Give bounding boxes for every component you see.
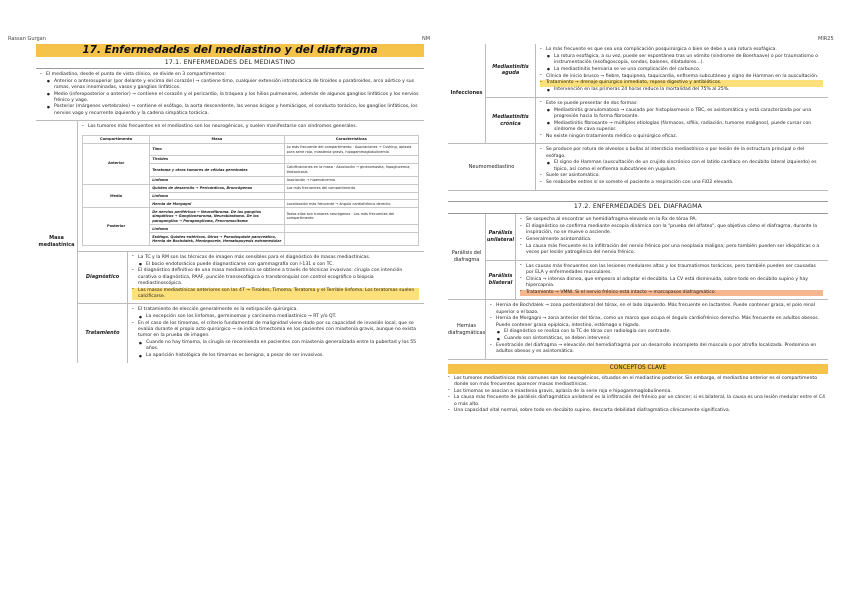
list-item-anterior: ● Anterior o anterosuperior (por delante y encima del corazón) → contiene timo, cualquier extensión intratorácica de tiroides o paratiroides, arco aórtico y sus ramas, venas innominadas, vasos y ganglios linfáticos. [40,79,420,91]
diagnostico-row [78,252,424,305]
list-item: · Los tumores mediastínicos más comunes son los neurogénicos, situados en el mediastino posterior. Sin embargo, el mediastino anterior es el compartimento donde son más frecuentes aparecer masas mediastínicas. [448,376,828,388]
list-item: · Se produce por rotura de alveolos o bullas al intersticio mediastínico o por lesión de la estructura principal o del esófago. [540,147,823,159]
features-cell [284,156,418,164]
list-item-posterior: ● Posterior (márgenes vertebrales) → contiene el esófago, la aorta descendente, las venas ácigos y hemiácigos, el conducto torácico, los ganglios linfáticos, los nervios vago y recurrente izquierdo y la cadena simpática torácica. [40,104,420,116]
mass-cell: Linfoma [150,176,284,184]
features-cell [284,225,418,233]
compartment-cell: Anterior [83,143,150,184]
list-item: · El tratamiento de elección generalmente es la extirpación quirúrgica. [132,307,419,313]
features-cell [284,233,418,245]
infecciones-block [448,44,828,144]
aguda-row [486,44,828,98]
mass-cell: Timo [150,143,284,155]
list-item: · Suele ser asintomático. [540,173,823,179]
paralisis-label: Parálisis del diafragma [448,214,486,299]
conceptos-title: CONCEPTOS CLAVE [448,364,828,374]
list-item: · Clínica → intensa disnea, que empeora al adoptar el decúbito. La CV está disminuida, sobre todo en decúbito supino y hay hipercapnia. [520,277,823,289]
list-item: · Este se puede presentar de dos formas: [540,101,823,107]
features-cell: Los más frecuentes del compartimento [284,184,418,192]
list-item: ● Cuando son sintomáticas, se deben intervenir. [490,336,823,342]
aguda-label: Mediastinitis aguda [486,44,536,97]
neumomediastino-block [448,144,828,191]
subsection-title-diafragma: 17.2. ENFERMEDADES DEL DIAFRAGMA [448,201,828,214]
list-item: · Generalmente asintomática. [520,237,823,243]
mass-cell: Esófago. Quistes entéricos. Otros → Pseudoquiste pancreático, Hernia de Bochdalek, Meningocele, Hematopoyesis extramedular [150,233,284,245]
list-item: · La causa más frecuente de parálisis diafragmática unilateral es la infiltración del frénico por un cáncer; si es bilateral, la causa es una lesión medular entre el C4 o más alto. [448,395,828,407]
mass-cell: Teratoma y otros tumores de células germinales [150,164,284,176]
list-item: · El diagnóstico se confirma mediante escopia dinámica con la "prueba del olfateo", que objetiva cómo el diafragma, durante la inspiración, no se mueve o asciende. [520,224,823,236]
table-header: Masa [150,135,284,143]
list-item: · Hernia de Bochdalek → zona posterolateral del tórax, en el lado izquierdo. Más frecuente en lactantes. Puede contener grasa, el polo renal superior o el bazo. [490,303,823,315]
list-item: ● La excepción son los linfomas, germinomas y carcinoma mediastínico → RT y/o QT. [132,314,419,320]
diagnostico-label: Diagnóstico [78,252,128,304]
mass-cell: Tiroides [150,156,284,164]
subsection-title-mediastino: 17.1. ENFERMEDADES DEL MEDIASTINO [36,57,424,69]
list-item: ● El bocio endotorácico puede diagnosticarse con gammagrafía con I-131 o con TC. [132,262,419,268]
hernias-label: Hernias diafragmáticas [448,300,486,358]
table-row [83,208,419,225]
list-item: ● Mediastinitis granulomatosa → causada por histoplasmosis o TBC, es asintomática y está caracterizada por una progresión hacia la forma fibrosante. [540,108,823,120]
list-item: · Se sospecha al encontrar un hemidiafragma elevado en la Rx de tórax PA. [520,217,823,223]
list-item: ● Mediastinitis fibrosante → múltiples etiologías (fármacos, sífilis, radiación, tumores malignos), puede cursar con síndrome de cava superior. [540,121,823,133]
list-item: ● El signo de Hamman (auscultación de un crujido sincrónico con el latido cardíaco en decúbito lateral izquierdo) es típico, así como el enfisema subcutáneo en yugulum. [540,160,823,172]
infecciones-label: Infecciones [448,44,486,143]
table-row [83,184,419,192]
list-item: · El diagnóstico definitivo de una masa mediastínica se obtiene a través de técnicas invasivas: cirugía con intención curativa o diagnóstica, PAAF, punción transesofágica o transbronquial con control ecográfico o biopsia mediastinoscópica. [132,268,419,287]
list-item: · La TC y la RM son las técnicas de imagen más sensibles para el diagnóstico de masas mediastínicas. [132,255,419,261]
unilateral-label: Parálisis unilateral [486,214,516,260]
section-title: 17. Enfermedades del mediastino y del diafragma [36,44,424,57]
mass-table [82,135,419,246]
table-header: Compartimento [83,135,150,143]
list-item-tratamiento-vmni: · Tratamiento → VMNI. Si el nervio frénico está intacto → marcapasos diafragmático. [520,290,823,296]
bilateral-label: Parálisis bilateral [486,261,516,300]
list-item: ● El diagnóstico se realiza con la TC de tórax con radiología con contraste. [490,329,823,335]
list-item: ● Intervención en las primeras 24 horas reduce la mortalidad del 75% al 25%. [540,87,823,93]
list-item: · Hernia de Morgagni → zona anterior del tórax, como un marco que ocupa el ángulo cardiofrénico derecho. Más frecuente en adultos obesos. Puede contener grasa epiploica, intestino, estómago o hígado. [490,316,823,328]
list-item: ● Cuando no hay timoma, la cirugía se recomienda en pacientes con miastenia generalizada entre la pubertad y los 55 años. [132,340,419,352]
unilateral-row [486,214,828,261]
features-cell: Localización más frecuente → ángulo cardiofrénico derecho [284,200,418,208]
masa-block [36,121,424,362]
list-item: · Eventración del diafragma → elevación del hemidiafragma por un desarrollo incompleto del músculo o por atrofia localizada. Predomina en adultos obesos y es asintomática. [490,343,823,355]
left-page [36,44,424,363]
features-cell [284,192,418,200]
list-item-tratamiento: · Tratamiento → drenaje quirúrgico inmediato, reposo digestivo y antibióticos. [540,80,823,86]
mass-cell: De nervios periféricos → Neurofibroma. De los ganglios simpáticos → Ganglioneuroma, Neuroblastoma. De los paraganglios → Paraganglioma, Feocromocitoma [150,208,284,225]
masa-label: Masa mediastínica [36,121,78,362]
compartment-cell: Medio [83,184,150,208]
cronica-label: Mediastinitis crónica [486,98,536,144]
neumomediastino-label: Neumomediastino [448,144,536,190]
mass-cell: Linfoma [150,192,284,200]
list-item-medio: ● Medio (inferoposterior o anterior) → contiene el corazón y el pericardio, la tráquea y los hilios pulmonares, además de algunos ganglios linfáticos y los nervios frénico y vago. [40,92,420,104]
paralisis-block [448,214,828,300]
list-item: ● La aparición histológica de los timomas es benigna, a pesar de ser invasivos. [132,353,419,359]
list-item: · Clínica de inicio brusco → fiebre, taquipnea, taquicardia, enfisema subcutáneo y signo de Hamman en la auscultación. [540,74,823,80]
list-item: · Los timomas se asocian a miastenia gravis, aplasia de la serie roja e hipogammaglobulinemia. [448,389,828,395]
conceptos-clave [448,364,828,417]
list-item: ● La mediastinitis herniaria se ve una complicación del carbunco. [540,67,823,73]
intro-text: · El mediastino, desde el punto de vista clínico, se divide en 3 compartimentos: [40,72,226,78]
mass-cell: Hernia de Morgagni [150,200,284,208]
list-item: · La causa más frecuente es la infiltración del nervio frénico por una neoplasia maligna; pero también pueden ser idiopáticas o a veces por lesión yatrogénica del nervio frénico. [520,244,823,256]
tratamiento-row [78,304,424,362]
list-item: ● La rotura esofágica, a su vez, puede ser espontánea tras un vómito (síndrome de Boerhaave) o por traumatismo o instrumentación (esofagoscopia, sondas, balones, dilatadores...). [540,54,823,66]
bilateral-row [486,261,828,300]
mass-cell: Linfoma [150,225,284,233]
header-code: MIR25 [818,36,834,42]
masa-intro: · Los tumores más frecuentes en el mediastino son los neurogénicos, y suelen manifestarse con síndromes generales. [82,124,419,130]
list-item: · En el caso de los timomas, el criterio fundamental de malignidad viene dado por su capacidad de invasión local, que se evalúa durante el propio acto quirúrgico → se indica timectomía en los pacientes con miastenia gravis, aunque no exista tumor en la prueba de imagen. [132,321,419,340]
hernias-block [448,300,828,359]
features-cell: Calcificaciones en la masa · Asociación → ginecomastia, hipoglucemia, tirotoxicosis [284,164,418,176]
list-item: · Lo más frecuente es que sea una complicación posquirúrgica o bien se debe a una rotura esofágica. [540,47,823,53]
header-subject: NM [422,36,431,42]
table-header: Características [284,135,418,143]
list-item-4t: · Las masas mediastínicas anteriores son las 4T → Tiroides, Timoma, Teratoma y el Terrible linfoma. Los teratomas suelen calcificarse. [132,288,419,300]
list-item: · Se reabsorbe entres sí se somete el paciente a respiración con una FiO2 elevada. [540,180,823,186]
cronica-row [486,98,828,144]
header-author: Rassan Gurgan [8,36,46,42]
features-cell: Lo más frecuente del compartimento · Asociaciones → Cushing, aplasia pura serie roja, miastenia gravis, hipogammaglobulinemia [284,143,418,155]
tratamiento-label: Tratamiento [78,304,128,362]
list-item: · Las causas más frecuentes son las lesiones medulares altas y los traumatismos torácicos, pero también pueden ser causadas por ELA y enfermedades musculares. [520,264,823,276]
table-row [83,143,419,155]
features-cell: Asociación → hipercalcemia [284,176,418,184]
list-item: · Una capacidad vital normal, sobre todo en decúbito supino, descarta debilidad diafragmática clínicamente significativa. [448,408,828,414]
mass-cell: Quistes de desarrollo → Pericárdicos, Broncógenos [150,184,284,192]
compartment-cell: Posterior [83,208,150,245]
list-item: · No existe ningún tratamiento médico o quirúrgico eficaz. [540,134,823,140]
masa-intro-row [78,121,424,251]
intro-block [36,69,424,121]
right-page [448,44,828,417]
features-cell: Todos ellos son tumores neurógenos · Los más frecuentes del compartimento [284,208,418,225]
